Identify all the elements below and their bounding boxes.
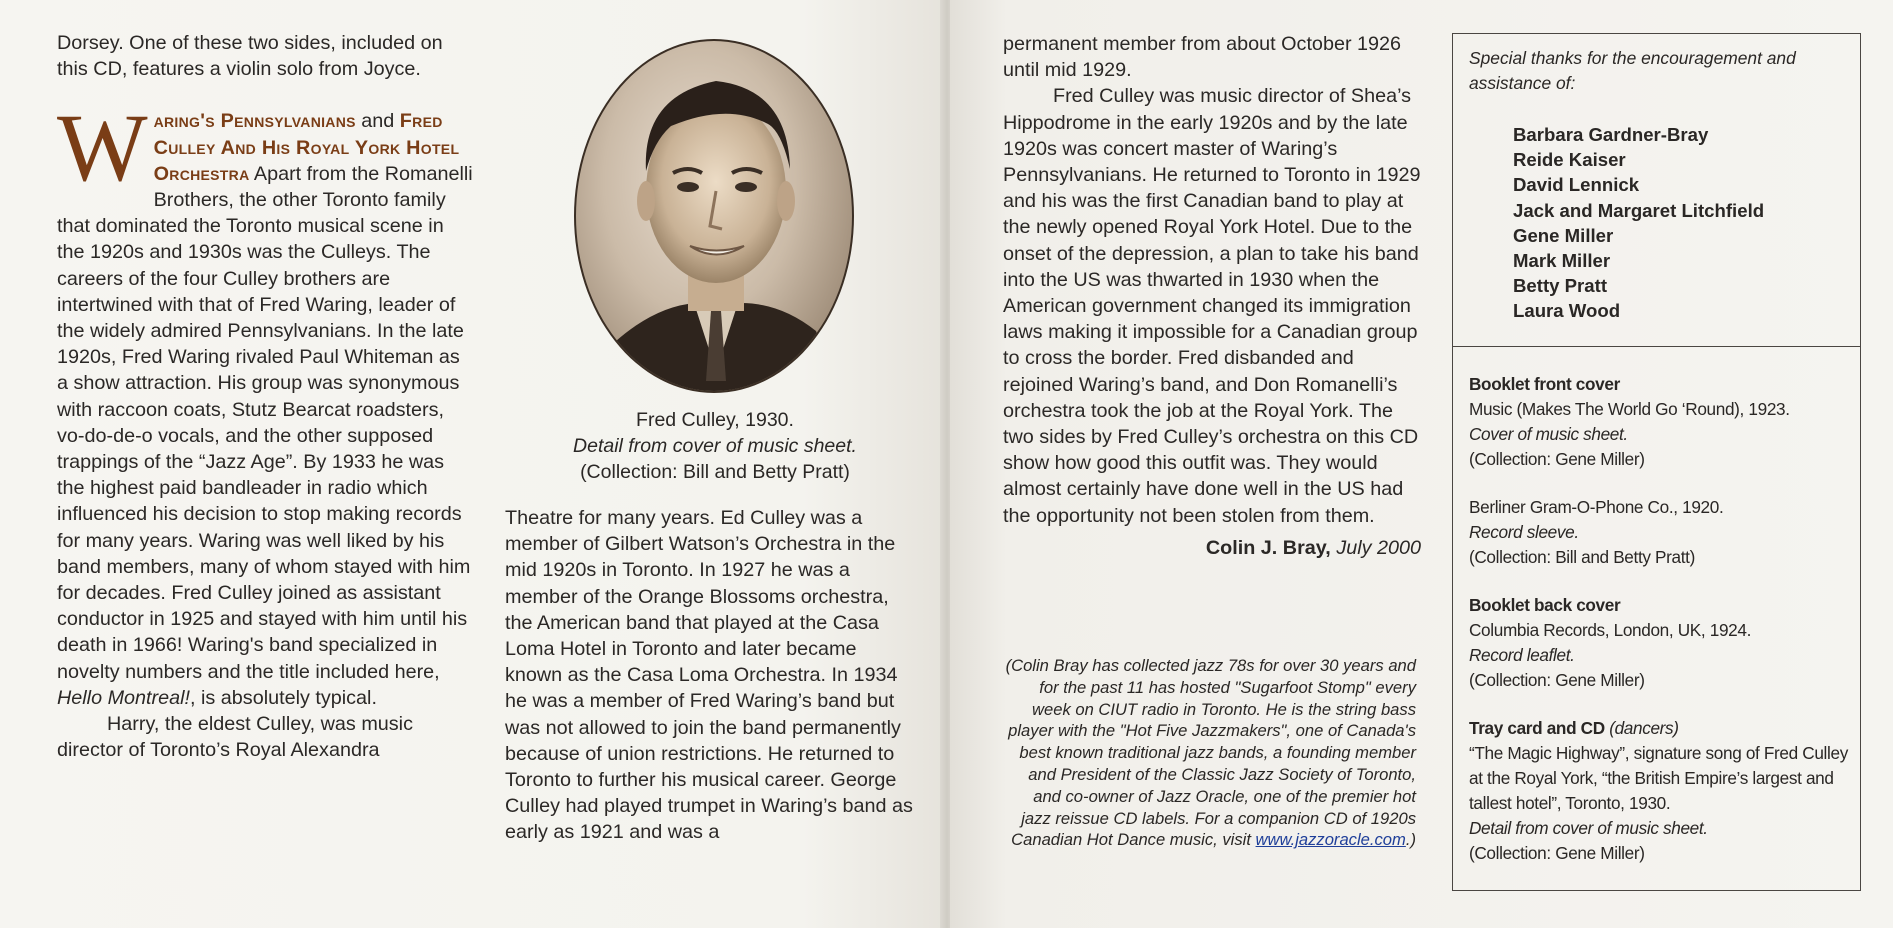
portrait-illustration xyxy=(576,41,852,391)
credit-tray-card xyxy=(1469,716,1854,866)
section-body: Apart from the Romanelli Brothers, the other Toronto family that dominated the Toronto musical scene in the 1920s and 1930s was the Culleys. The careers of the four Culley brothers are intertwined with that of Fred Waring, leader of the widely admired Pennsylvanians. In the late 1920s, Fred Waring rivaled Paul Whiteman as a show attraction. His group was synonymous with raccoon coats, Stutz Bearcat roadsters, vo-do-de-o vocals, and the other supposed trappings of the “Jazz Age”. By 1933 he was the highest paid bandleader in radio which influenced his decision to stop making records for many years. Waring was well liked by his band members, many of whom stayed with him for decades. Fred Culley joined as assistant conductor in 1925 and stayed with him until his death in 1966! Waring's band specialized in novelty numbers and the title included here, xyxy=(57,162,473,683)
harry-paragraph: Harry, the eldest Culley, was music director of Toronto’s Royal Alexandra xyxy=(57,713,413,762)
credit-collection: (Collection: Bill and Betty Pratt) xyxy=(1469,547,1695,567)
credit-collection: (Collection: Gene Miller) xyxy=(1469,449,1645,469)
heading-conjunction: and xyxy=(355,110,400,133)
credit-title: Tray card and CD xyxy=(1469,718,1605,738)
credit-back-cover xyxy=(1469,593,1854,693)
credit-type: Record sleeve. xyxy=(1469,522,1579,542)
author-note-text: (Colin Bray has collected jazz 78s for over 30 years and for the past 11 has hosted "Sugarfoot Stomp" every week on CIUT radio in Toronto. He is the string bass player with the "Hot Five Jazzmakers", one of Canada's best known traditional jazz bands, a founding member and President of the Classic Jazz Society of Toronto, and co-owner of Jazz Oracle, one of the premier hot jazz reissue CD labels. For a companion CD of 1920s Canadian Hot Dance music, visit xyxy=(1005,656,1416,850)
section-heading-waring: aring's Pennsylvanians xyxy=(153,110,356,133)
drop-cap: W xyxy=(57,94,148,202)
credit-collection: (Collection: Gene Miller) xyxy=(1469,843,1645,863)
right-text-column xyxy=(1003,31,1421,561)
credit-type: Cover of music sheet. xyxy=(1469,424,1628,444)
thanks-name: Laura Wood xyxy=(1513,300,1621,322)
thanks-name: Betty Pratt xyxy=(1513,275,1608,297)
image-credits xyxy=(1469,372,1854,889)
thanks-name: Barbara Gardner-Bray xyxy=(1513,124,1709,145)
left-column xyxy=(57,30,475,763)
credit-title: Booklet front cover xyxy=(1469,374,1620,394)
author-signature xyxy=(1003,535,1421,561)
signature-name: Colin J. Bray, xyxy=(1205,536,1331,559)
credit-source: Columbia Records, London, UK, 1924. xyxy=(1469,620,1752,640)
author-note-end: .) xyxy=(1405,830,1416,850)
section-heading-culley: Fred Culley And His Royal York Hotel Orchestra xyxy=(153,110,460,185)
left-page xyxy=(0,0,944,928)
song-title: Hello Montreal! xyxy=(57,686,191,709)
acknowledgements-box xyxy=(1452,33,1861,891)
credit-title-row xyxy=(1469,716,1854,741)
photo-caption xyxy=(530,407,900,485)
section-body-end: , is absolutely typical. xyxy=(190,686,377,709)
credit-title-note: (dancers) xyxy=(1609,718,1679,738)
caption-detail: Detail from cover of music sheet. xyxy=(573,435,857,457)
box-divider xyxy=(1453,346,1860,347)
author-note xyxy=(1003,655,1416,851)
fred-culley-paragraph: Fred Culley was music director of Shea’s Hippodrome in the early 1920s and by the late 1920s was concert master of Waring’s Pennsylvanians. He returned to Toronto in 1929 and his was the first Canadian band to play at the newly opened Royal York Hotel. Due to the onset of the depression, a plan to take his band into the US was thwarted in 1930 when the American government changed its immigration laws making it impossible for a Canadian group to cross the border. Fred disbanded and rejoined Waring’s band, and Don Romanelli’s orchestra took the job at the Royal York. The two sides by Fred Culley’s orchestra on this CD show how good this outfit was. They would almost certainly have done well in the US had the opportunity not been stolen from them. xyxy=(1003,85,1421,527)
thanks-name: Jack and Margaret Litchfield xyxy=(1513,199,1765,221)
credit-type: Record leaflet. xyxy=(1469,645,1575,665)
caption-collection: (Collection: Bill and Betty Pratt) xyxy=(580,461,850,483)
caption-title: Fred Culley, 1930. xyxy=(636,409,794,431)
thanks-names-list xyxy=(1513,122,1764,324)
credit-berliner xyxy=(1469,495,1854,570)
ed-culley-paragraph: Theatre for many years. Ed Culley was a member of Gilbert Watson’s Orchestra in the mid 1920s in Toronto. In 1927 he was a member of the Orange Blossoms orchestra, the American band that played at the Casa Loma Hotel in Toronto and later became known as the Casa Loma Orchestra. In 1934 he was a member of Fred Waring’s band but was not allowed to join the band permanently because of union restrictions. He returned to Toronto to further his musical career. George Culley had played trumpet in Waring’s band as early as 1921 and was a xyxy=(505,507,913,844)
fred-culley-portrait xyxy=(574,39,854,393)
thanks-name: Gene Miller xyxy=(1513,224,1614,246)
credit-source: Music (Makes The World Go ‘Round), 1923. xyxy=(1469,399,1790,419)
thanks-name: Reide Kaiser xyxy=(1513,149,1626,171)
thanks-name: Mark Miller xyxy=(1513,250,1611,272)
thanks-name: David Lennick xyxy=(1513,174,1640,196)
credit-title: Booklet back cover xyxy=(1469,595,1621,615)
continuation-text: permanent member from about October 1926 until mid 1929. xyxy=(1003,33,1402,82)
credit-source: “The Magic Highway”, signature song of Fred Culley at the Royal York, “the British Empire’s largest and tallest hotel”, Toronto, 1930. xyxy=(1469,743,1848,813)
opening-paragraph: Dorsey. One of these two sides, included on this CD, features a violin solo from Joyce. xyxy=(57,32,443,81)
middle-column xyxy=(505,505,915,846)
credit-source: Berliner Gram-O-Phone Co., 1920. xyxy=(1469,497,1724,517)
jazzoracle-link[interactable]: www.jazzoracle.com xyxy=(1255,830,1406,850)
credit-type: Detail from cover of music sheet. xyxy=(1469,818,1708,838)
credit-front-cover xyxy=(1469,372,1854,472)
signature-date: July 2000 xyxy=(1336,536,1421,559)
credit-collection: (Collection: Gene Miller) xyxy=(1469,670,1645,690)
section-waring-culley xyxy=(57,94,475,711)
thanks-intro: Special thanks for the encouragement and assistance of: xyxy=(1469,48,1796,93)
